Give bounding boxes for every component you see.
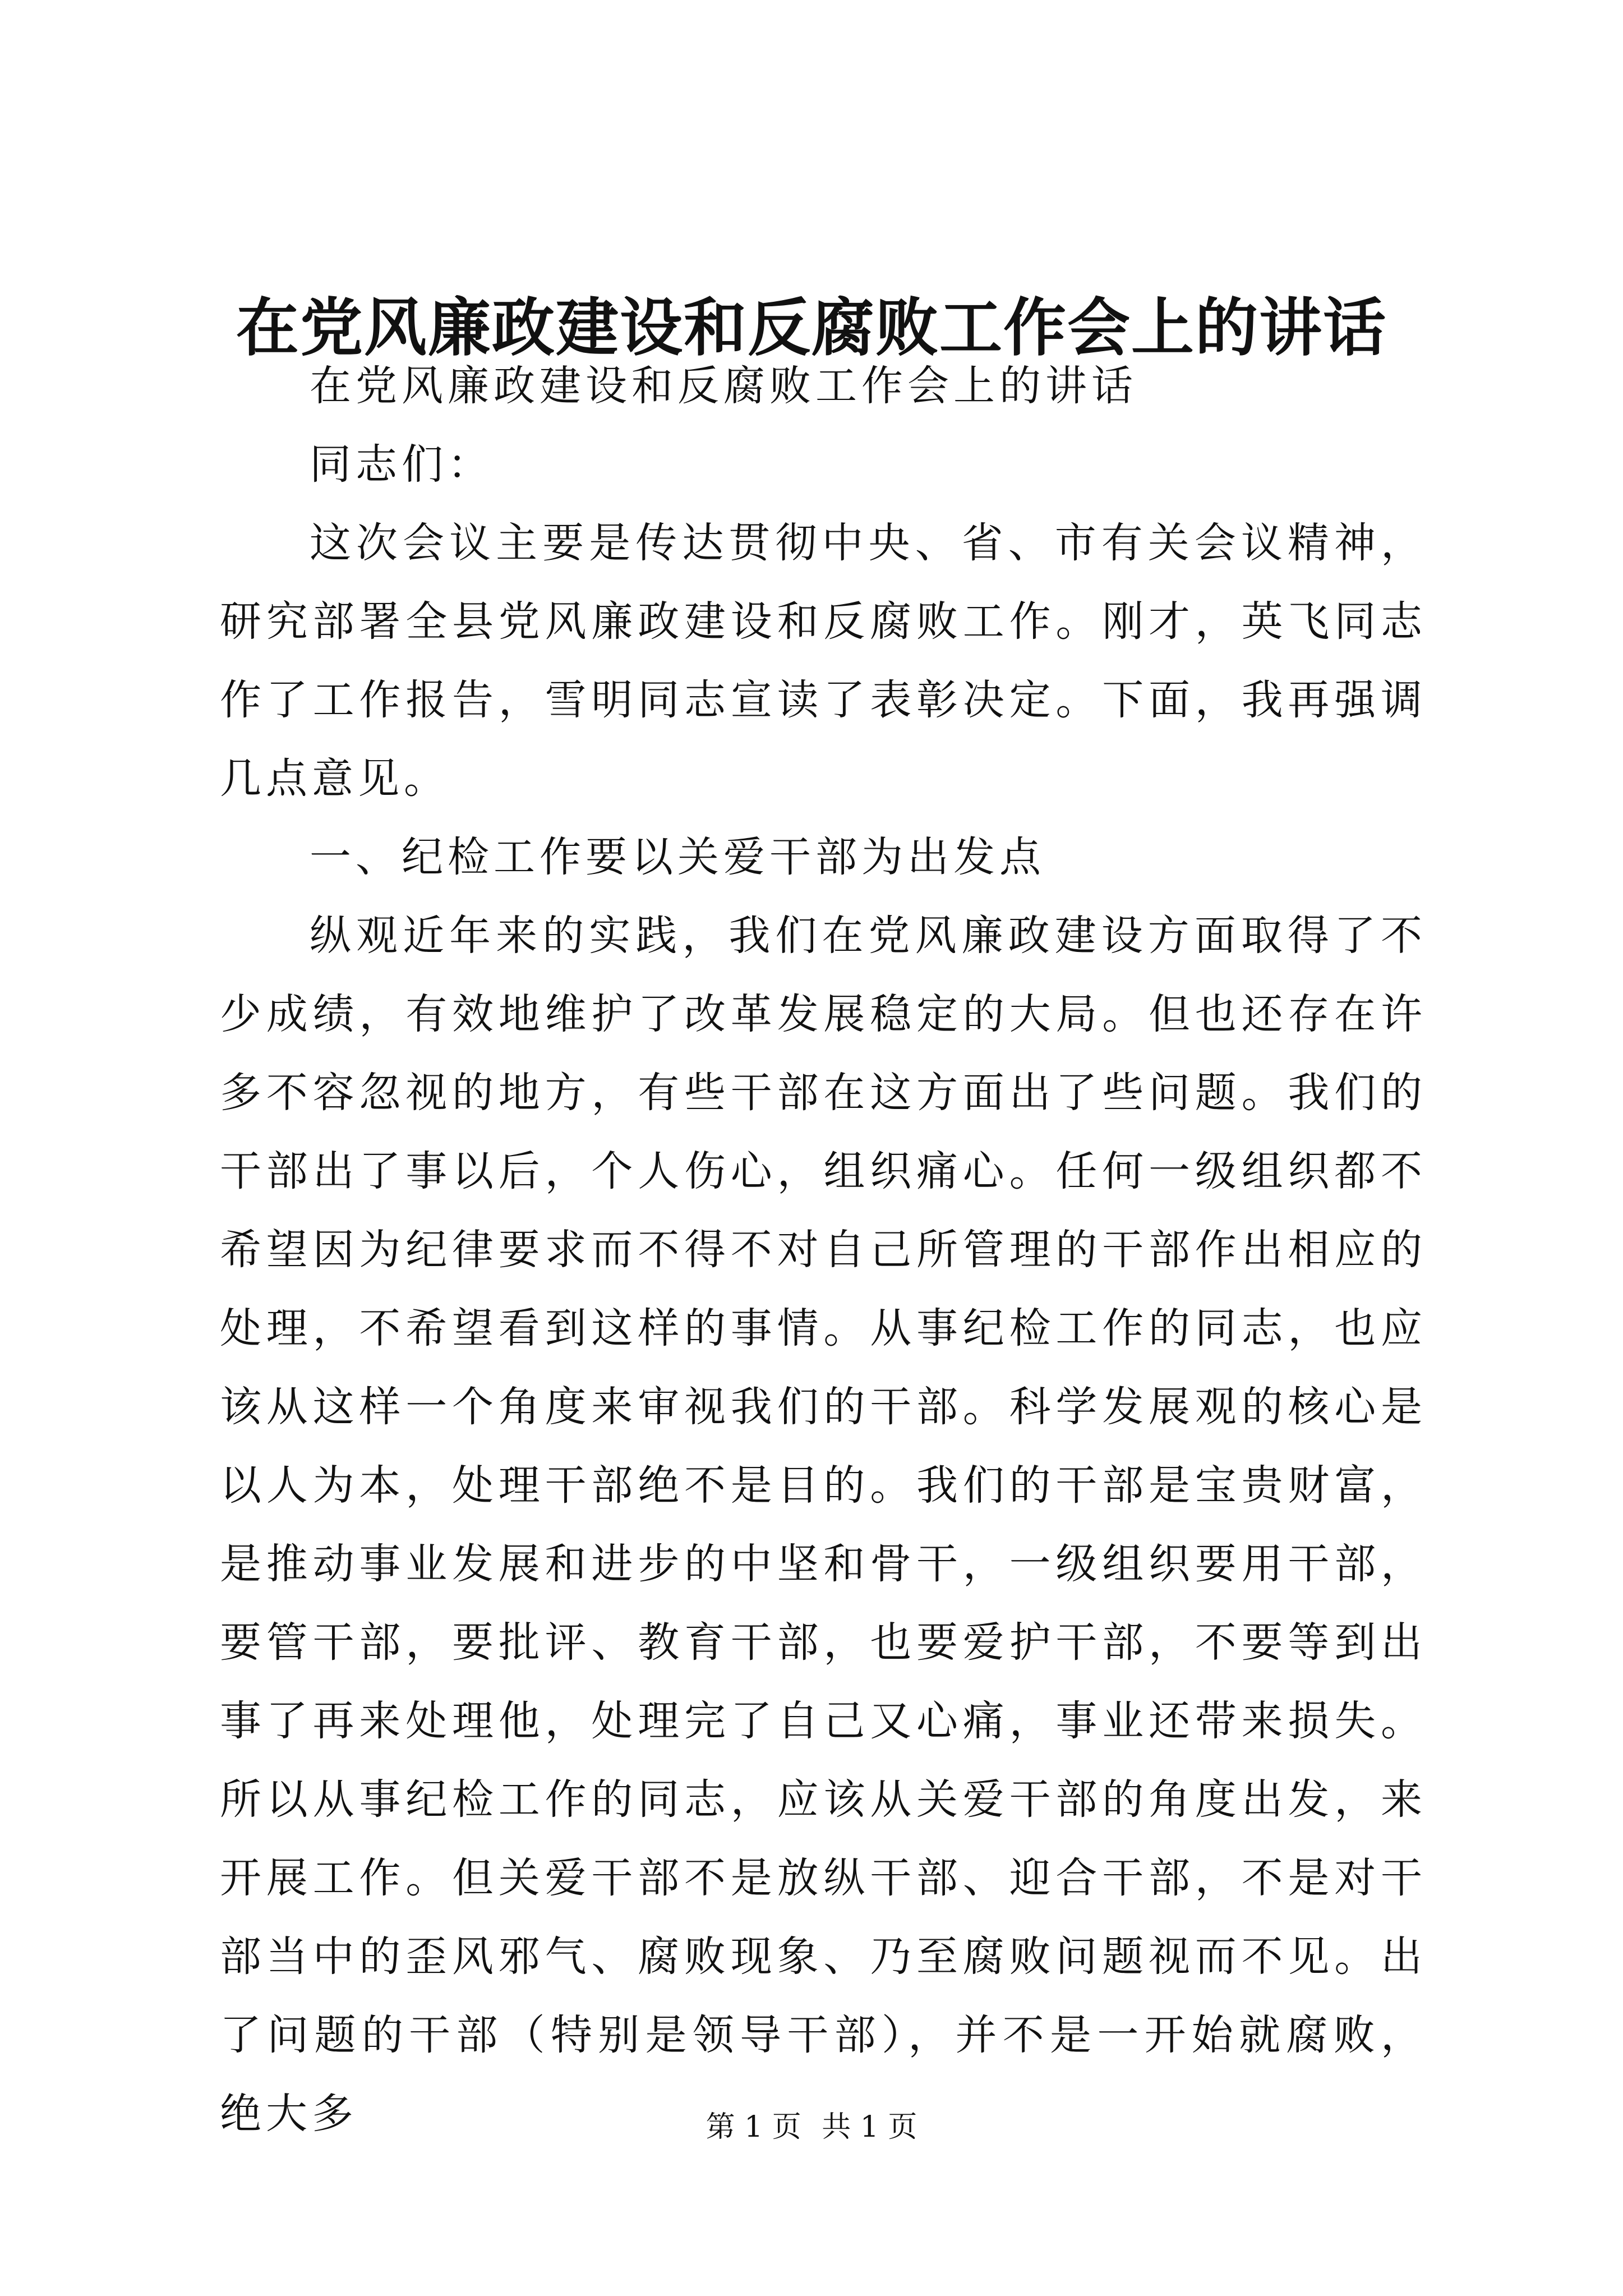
salutation: 同志们： <box>310 440 494 489</box>
section-1-paragraph: 纵观近年来的实践，我们在党风廉政建设方面取得了不少成绩，有效地维护了改革发展稳定的大局。但也还存在许多不容忽视的地方，有些干部在这方面出了些问题。我们的干部出了事以后，个人伤心，组织痛心。任何一级组织都不希望因为纪律要求而不得不对自己所管理的干部作出相应的处理，不希望看到这样的事情。从事纪检工作的同志，也应该从这样一个角度来审视我们的干部。科学发展观的核心是以人为本，处理干部绝不是目的。我们的干部是宝贵财富，是推动事业发展和进步的中坚和骨干，一级组织要用干部，要管干部，要批评、教育干部，也要爱护干部，不要等到出事了再来处理他，处理完了自己又心痛，事业还带来损失。所以从事纪检工作的同志，应该从关爱干部的角度出发，来开展工作。但关爱干部不是放纵干部、迎合干部，不是对干部当中的歪风邪气、腐败现象、乃至腐败问题视而不见。出了问题的干部（特别是领导干部），并不是一开始就腐败，绝大多 <box>220 912 1427 2138</box>
document-body <box>220 347 1427 2153</box>
document-title: 在党风廉政建设和反腐败工作会上的讲话 <box>236 291 1387 365</box>
intro-paragraph: 这次会议主要是传达贯彻中央、省、市有关会议精神，研究部署全县党风廉政建设和反腐败工作。刚才，英飞同志作了工作报告，雪明同志宣读了表彰决定。下面，我再强调几点意见。 <box>220 519 1427 803</box>
section-heading-1: 一、纪检工作要以关爱干部为出发点 <box>310 833 1045 881</box>
page-total: 共 1 页 <box>822 2110 917 2144</box>
page-footer <box>0 2105 1623 2150</box>
page-number: 第 1 页 <box>706 2110 801 2144</box>
body-subtitle: 在党风廉政建设和反腐败工作会上的讲话 <box>310 362 1137 410</box>
